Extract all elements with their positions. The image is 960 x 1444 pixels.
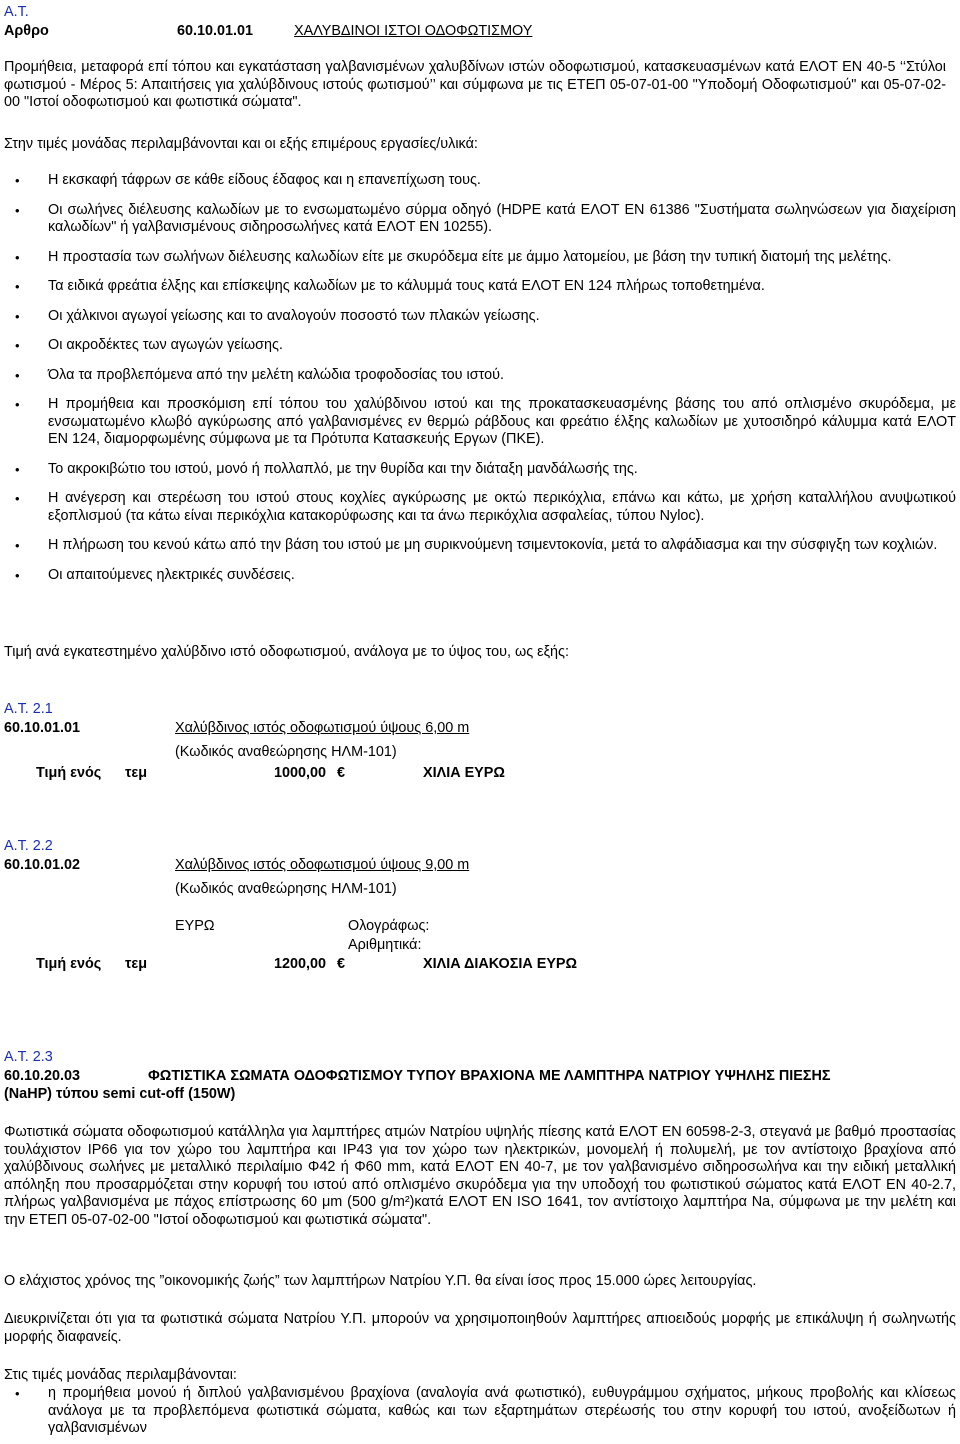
unit-label: τεμ xyxy=(125,956,148,972)
list-item: • Το ακροκιβώτιο του ιστού, μονό ή πολλαπλό, με την θυρίδα και την διάταξη μανδάλωσής της. xyxy=(4,461,956,479)
header-code: Α.Τ. xyxy=(4,4,29,20)
euro-icon: € xyxy=(337,765,346,781)
at22-revision: (Κωδικός αναθεώρησης ΗΛΜ-101) xyxy=(175,881,397,897)
list-item: • Η προμήθεια και προσκόμιση επί τόπου του χαλύβδινου ιστού και της προκατασκευασμένης βάσης του από οπλισμένο σκυρόδεμα, με ενσωματωμένο κλωβό αγκύρωσης από γαλβανισμένες εν θερμώ ράβδους και φρεάτιο έλξης καλωδίων με χυτοσιδηρό κάλυμμα κατά ΕΛΟΤ ΕΝ 124, διαμορφωμένης σύμφωνα με τα Πρότυπα Κατασκευής Εργων (ΠΚΕ). xyxy=(4,396,956,449)
unit-label: τεμ xyxy=(125,765,148,781)
at23-title-line1: ΦΩΤΙΣΤΙΚΑ ΣΩΜΑΤΑ ΟΔΟΦΩΤΙΣΜΟΥ ΤΥΠΟΥ ΒΡΑΧΙΟΝΑ ΜΕ ΛΑΜΠΤΗΡΑ ΝΑΤΡΙΟΥ ΥΨΗΛΗΣ ΠΙΕΣΗΣ xyxy=(148,1068,831,1084)
price-words: ΧΙΛΙΑ ΕΥΡΩ xyxy=(423,765,505,781)
at21-code: Α.Τ. 2.1 xyxy=(4,701,53,717)
article-number: 60.10.01.01 xyxy=(177,23,254,39)
intro-paragraph: Προμήθεια, μεταφορά επί τόπου και εγκατάσταση γαλβανισμένων χαλυβδίνων ιστών οδοφωτισμού, κατασκευασμένων κατά ΕΛΟΤ ΕΝ 40-5 ‘‘Στύλοι φωτισμού - Μέρος 5: Απαιτήσεις για χαλύβδινους ιστούς φωτισμού’’ και σύμφωνα με τις ΕΤΕΠ 05-07-01-00 "Υποδομή Οδοφωτισμού" και 05-07-02-00 "Ιστοί οδοφωτισμού και φωτιστικά σώματα". xyxy=(4,59,946,110)
price-words: ΧΙΛΙΑ ΔΙΑΚΟΣΙΑ ΕΥΡΩ xyxy=(423,956,578,972)
at22-numbers-label: Αριθμητικά: xyxy=(348,937,422,953)
price-value: 1000,00 xyxy=(274,765,327,781)
included-works-list xyxy=(4,172,956,584)
list-item: • η προμήθεια μονού ή διπλού γαλβανισμένου βραχίονα (αναλογία ανά φωτιστικό), ευθυγράμμου σχήματος, μήκους προβολής και κλίσεως ανάλογα με τα προβλεπόμενα φωτιστικά σώματα, καθώς και των εξαρτημάτων στερέωσής του στην κορυφή του ιστού, ανοξείδωτων ή γαλβανισμένων xyxy=(4,1385,956,1438)
list-item: • Οι απαιτούμενες ηλεκτρικές συνδέσεις. xyxy=(4,567,956,585)
list-item: • Τα ειδικά φρεάτια έλξης και επίσκεψης καλωδίων με το κάλυμμά τους κατά ΕΛΟΤ ΕΝ 124 πλήρως τοποθετημένα. xyxy=(4,278,956,296)
at23-included-list xyxy=(4,1385,956,1438)
at23-lifetime: Ο ελάχιστος χρόνος της ”οικονομικής ζωής” των λαμπτήρων Νατρίου Υ.Π. θα είναι ίσος προς 15.000 ώρες λειτουργίας. xyxy=(4,1273,757,1289)
list-item: • Οι ακροδέκτες των αγωγών γείωσης. xyxy=(4,337,956,355)
price-label: Τιμή ενός xyxy=(36,765,102,781)
list-item: • Όλα τα προβλεπόμενα από την μελέτη καλώδια τροφοδοσίας του ιστού. xyxy=(4,367,956,385)
price-intro: Τιμή ανά εγκατεστημένο χαλύβδινο ιστό οδοφωτισμού, ανάλογα με το ύψος του, ως εξής: xyxy=(4,644,569,660)
at22-euro-label: ΕΥΡΩ xyxy=(175,918,215,934)
at21-revision: (Κωδικός αναθεώρησης ΗΛΜ-101) xyxy=(175,744,397,760)
at23-includes-heading: Στις τιμές μονάδας περιλαμβάνονται: xyxy=(4,1367,237,1383)
at22-code: Α.Τ. 2.2 xyxy=(4,838,53,854)
article-title: ΧΑΛΥΒΔΙΝΟΙ ΙΣΤΟΙ ΟΔΟΦΩΤΙΣΜΟΥ xyxy=(294,23,533,39)
article-header xyxy=(4,23,954,41)
price-value: 1200,00 xyxy=(274,956,327,972)
list-item: • Οι χάλκινοι αγωγοί γείωσης και το αναλογούν ποσοστό των πλακών γείωσης. xyxy=(4,308,956,326)
at23-clarification: Διευκρινίζεται ότι για τα φωτιστικά σώματα Νατρίου Υ.Π. μπορούν να χρησιμοποιηθούν λαμπτήρες απιοειδούς μορφής με επικάλυψη ή σωληνωτής μορφής διαφανείς. xyxy=(4,1311,956,1345)
at22-title: Χαλύβδινος ιστός οδοφωτισμού ύψους 9,00 m xyxy=(175,857,470,873)
at23-description: Φωτιστικά σώματα οδοφωτισμού κατάλληλα για λαμπτήρες ατμών Νατρίου υψηλής πίεσης κατά ΕΛΟΤ ΕΝ 60598-2-3, στεγανά με βαθμό προστασίας τουλάχιστον IP66 για τον χώρο του λαμπτήρα και IP43 για τον χώρο των ηλεκτρικών, μονομελή ή πολυμελή, με τον αντίστοιχο βραχίονα από χαλύβδινους σωλήνες με μεταλλικό περιλαίμιο Φ42 ή Φ60 mm, κατά ΕΛΟΤ ΕΝ 40-7, με τον γαλβανισμένο σιδηροσωλήνα και την ειδική μεταλλική απόληξη που προσαρμόζεται στην κορυφή του ιστού από οπλισμένο σκυρόδεμα για την υποδοχή του φωτιστικού σώματος κατά ΕΛΟΤ ΕΝ 40-2.7, πλήρως γαλβανισμένα με πάχος επίστρωσης 60 μm (500 g/m²)κατά ΕΛΟΤ ΕΝ ISO 1641, τον αντίστοιχο λαμπτήρα Na, σύμφωνα με την μελέτη και την ΕΤΕΠ 05-07-02-00 "Ιστοί οδοφωτισμού και φωτιστικά σώματα". xyxy=(4,1124,956,1228)
at22-number: 60.10.01.02 xyxy=(4,857,81,873)
article-label: Αρθρο xyxy=(4,23,49,39)
at23-code: Α.Τ. 2.3 xyxy=(4,1049,53,1065)
list-item: • Οι σωλήνες διέλευσης καλωδίων με το ενσωματωμένο σύρμα οδηγό (HDPE κατά ΕΛΟΤ ΕΝ 61386 "Συστήματα σωληνώσεων για διαχείριση καλωδίων" ή γαλβανισμένους σιδηροσωλήνες κατά ΕΛΟΤ ΕΝ 10255). xyxy=(4,202,956,237)
at21-price-row xyxy=(4,765,704,783)
list-item: • Η ανέγερση και στερέωση του ιστού στους κοχλίες αγκύρωσης με οκτώ περικόχλια, επάνω και κάτω, με χρήση καταλλήλου ανυψωτικού εξοπλισμού (τα κάτω είναι περικόχλια κατακορύφωσης και τα άνω περικόχλια ασφαλείας, τύπου Nyloc). xyxy=(4,490,956,525)
at22-price-row xyxy=(4,956,704,974)
includes-heading: Στην τιμές μονάδας περιλαμβάνονται και οι εξής επιμέρους εργασίες/υλικά: xyxy=(4,136,478,152)
at21-number: 60.10.01.01 xyxy=(4,720,81,736)
at22-words-label: Ολογράφως: xyxy=(348,918,430,934)
price-label: Τιμή ενός xyxy=(36,956,102,972)
list-item: • Η πλήρωση του κενού κάτω από την βάση του ιστού με μη συρικνούμενη τσιμεντοκονία, μετά το αλφάδιασμα και την σύσφιγξη των κοχλιών. xyxy=(4,537,956,555)
list-item: • Η εκσκαφή τάφρων σε κάθε είδους έδαφος και η επανεπίχωση τους. xyxy=(4,172,956,190)
at21-title: Χαλύβδινος ιστός οδοφωτισμού ύψους 6,00 m xyxy=(175,720,470,736)
euro-icon: € xyxy=(337,956,346,972)
list-item: • Η προστασία των σωλήνων διέλευσης καλωδίων είτε με σκυρόδεμα είτε με άμμο λατομείου, με βάση την τυπική διατομή της μελέτης. xyxy=(4,249,956,267)
at23-title-line2: (NaHP) τύπου semi cut-off (150W) xyxy=(4,1086,236,1102)
at23-number: 60.10.20.03 xyxy=(4,1068,81,1084)
